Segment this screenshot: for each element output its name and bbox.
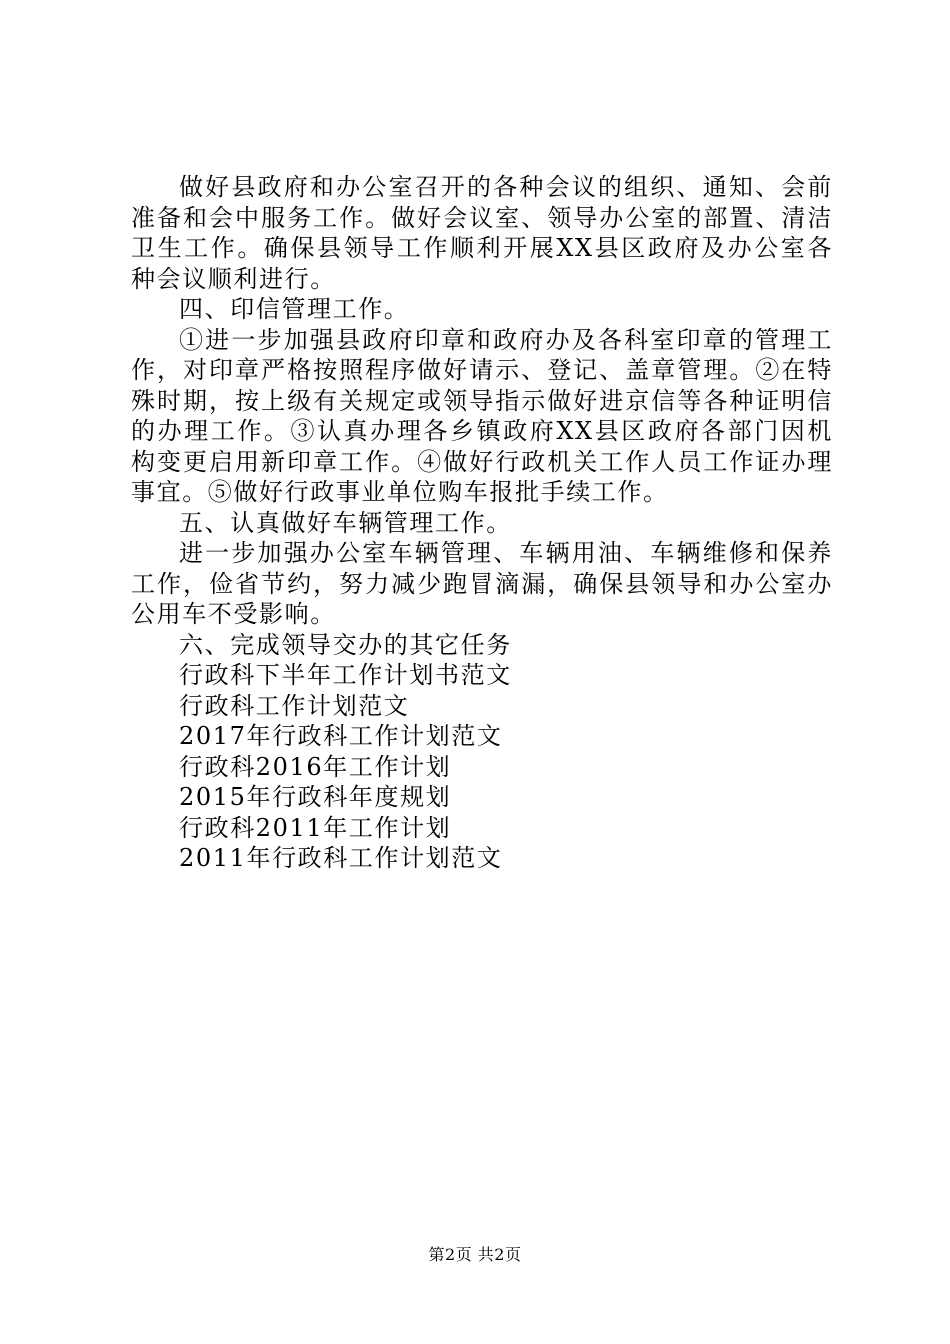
related-link[interactable]: 行政科下半年工作计划书范文 [179,661,512,689]
related-link[interactable]: 2011年行政科工作计划范文 [179,844,503,872]
paragraph-meeting-service: 做好县政府和办公室召开的各种会议的组织、通知、会前准备和会中服务工作。做好会议室、领导办公室的部置、清洁卫生工作。确保县领导工作顺利开展XX县区政府及办公室各种会议顺利进行。 [131,173,833,293]
related-link[interactable]: 2015年行政科年度规划 [179,783,452,811]
related-link[interactable]: 2017年行政科工作计划范文 [179,722,503,750]
paragraph-vehicle-management: 进一步加强办公室车辆管理、车辆用油、车辆维修和保养工作，俭省节约，努力减少跑冒滴漏，确保县领导和办公室办公用车不受影响。 [131,539,833,628]
related-link[interactable]: 行政科2016年工作计划 [179,752,452,781]
heading-vehicle-management: 五、认真做好车辆管理工作。 [179,508,512,537]
related-link[interactable]: 行政科工作计划范文 [179,691,410,720]
document-body [131,172,833,874]
paragraph-seal-management: ①进一步加强县政府印章和政府办及各科室印章的管理工作，对印章严格按照程序做好请示、登记、盖章管理。②在特殊时期，按上级有关规定或领导指示做好进京信等各种证明信的办理工作。③认真办理各乡镇政府XX县区政府各部门因机构变更启用新印章工作。④做好行政机关工作人员工作证办理事宜。⑤做好行政事业单位购车报批手续工作。 [131,325,833,506]
heading-seal-management: 四、印信管理工作。 [179,295,410,323]
page-footer: 第2页 共2页 [428,1245,522,1264]
related-link[interactable]: 行政科2011年工作计划 [179,813,452,842]
related-links-list [131,660,833,874]
heading-other-tasks: 六、完成领导交办的其它任务 [179,630,512,659]
